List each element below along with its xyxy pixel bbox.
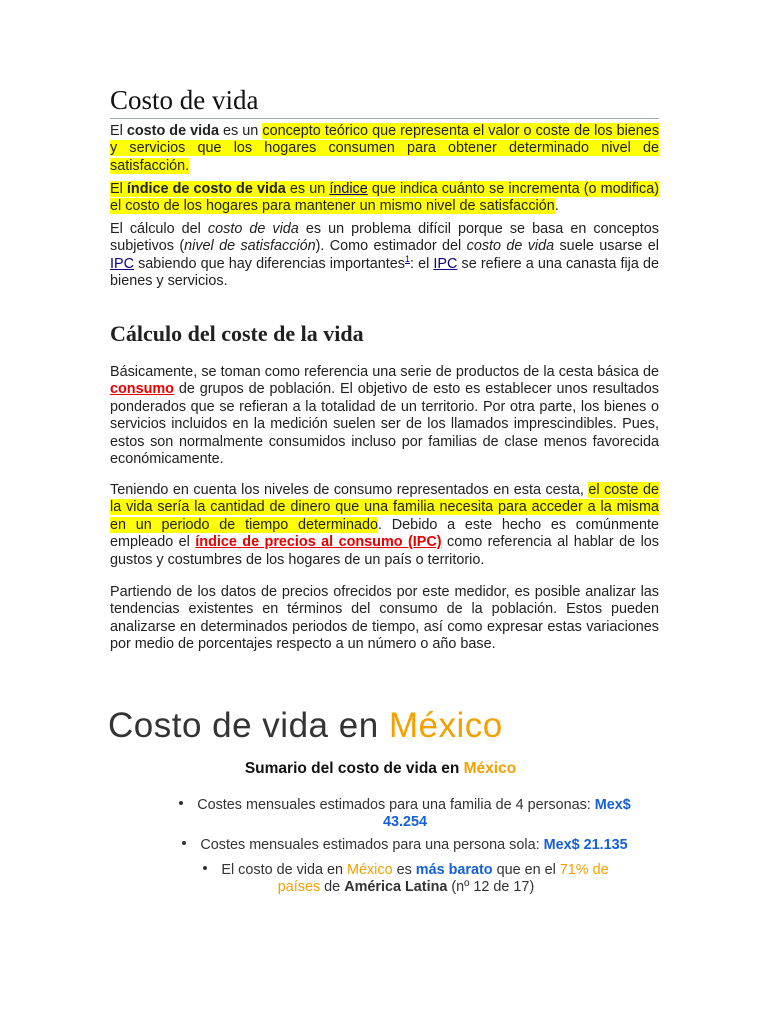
- consumo-link[interactable]: consumo: [110, 381, 174, 398]
- ipc-link-2[interactable]: IPC: [433, 255, 458, 272]
- bullet-icon: [182, 841, 186, 845]
- calculation-paragraph: El cálculo del costo de vida es un problema difícil porque se basa en conceptos subjetivos (nivel de satisfacción). Como estimador del costo de vida suele usarse el IPC sabiendo que hay diferencias importantes$^1$: el IPC se refiere a una canasta fija de bienes y servicios.: [110, 221, 659, 290]
- mexico-title: Costo de vida en México: [108, 706, 503, 745]
- intro-paragraph: El costo de vida es un concepto teórico que representa el valor o coste de los bienes y servicios que los hogares consumen para obtener determinado nivel de satisfacción.: [110, 123, 660, 174]
- list-item-cheaper: El costo de vida en México es más barato que en el 71% de países de América Latina (nº 12 de 17): [176, 862, 636, 896]
- indice-link[interactable]: índice: [329, 181, 368, 197]
- ipc-red-link[interactable]: índice de precios al consumo (IPC): [195, 534, 442, 551]
- ipc-link[interactable]: IPC: [110, 255, 134, 272]
- list-item-family-cost: Costes mensuales estimados para una familia de 4 personas: Mex$ 43.254: [155, 797, 655, 831]
- calculo-paragraph-2: Teniendo en cuenta los niveles de consumo representados en esta cesta, el coste de la vida sería la cantidad de dinero que una familia necesita para acceder a la misma en un periodo de tiempo determinado. Debido a este hecho es comúnmente empleado el índice de precios al consumo (IPC) como referencia al hablar de los gustos y costumbres de los hogares de un país o territorio.: [110, 482, 660, 568]
- bullet-icon: [179, 801, 183, 805]
- index-paragraph: El índice de costo de vida es un índice que indica cuánto se incrementa (o modifica) el costo de los hogares para mantener un mismo nivel de satisfacción.: [110, 181, 659, 215]
- footnote-link[interactable]: 1: [404, 254, 410, 265]
- bullet-icon: [203, 866, 207, 870]
- calculo-paragraph-3: Partiendo de los datos de precios ofrecidos por este medidor, es posible analizar las tendencias existentes en términos del consumo de la población. Estos pueden analizarse en determinados periodos de tiempo, así como expresar estas variaciones por medio de porcentajes respecto a un número o año base.: [110, 584, 659, 653]
- list-item-single-cost: Costes mensuales estimados para una persona sola: Mex$ 21.135: [155, 837, 655, 854]
- page-title: Costo de vida: [110, 82, 659, 119]
- calculo-paragraph-1: Básicamente, se toman como referencia una serie de productos de la cesta básica de consumo de grupos de población. El objetivo de esto es establecer unos resultados ponderados que se refieran a la totalidad de un territorio. Por otra parte, los bienes o servicios incluidos en la medición suelen ser de los llamados imprescindibles. Pues, estos son normalmente consumidos incluso por familias de clase menos favorecida económicamente.: [110, 364, 659, 468]
- summary-title: Sumario del costo de vida en México: [244, 760, 517, 777]
- section-heading-calculo: Cálculo del coste de la vida: [110, 321, 364, 346]
